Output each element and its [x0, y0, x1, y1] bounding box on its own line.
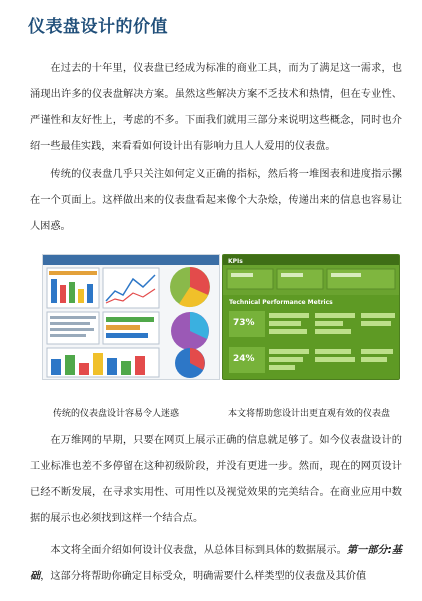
- traditional-dashboard-graphic: [43, 255, 220, 380]
- paragraph-web-history: 在万维网的早期，只要在网页上展示正确的信息就足够了。如今仪表盘设计的工业标准也差不多停留在这种初级阶段，并没有更进一步。然而，现在的网页设计已经不断发展，在寻求实用性、可用性以及视觉效果的完美结合。在商业应用中数据的展示也必须找到这样一个结合点。: [30, 435, 402, 524]
- performance-panel-title: Technical Performance Metrics: [229, 299, 333, 306]
- paragraph-overview: [30, 538, 402, 590]
- part-one-emphasis: 第一部分:基础: [30, 545, 402, 582]
- improved-dashboard-graphic: [223, 255, 400, 380]
- paragraph-traditional: 传统的仪表盘几乎只关注如何定义正确的指标，然后将一堆图表和进度指示摞在一个页面上。这样做出来的仪表盘看起来像个大杂烩，传递出来的信息也容易让人困惑。: [30, 169, 402, 232]
- right-figure-caption: 本文将帮助您设计出更直观有效的仪表盘: [228, 409, 391, 419]
- kpi-stat-2: 24%: [233, 354, 255, 364]
- traditional-dashboard-image: [42, 254, 220, 380]
- kpi-header-label: KPIs: [228, 258, 243, 265]
- improved-dashboard-image: [222, 254, 400, 380]
- paragraph-intro: 在过去的十年里，仪表盘已经成为标准的商业工具，而为了满足这一需求，也涌现出许多的仪表盘解决方案。虽然这些解决方案不乏技术和热情，但在专业性、严谨性和友好性上，考虑的不多。下面我们就用三部分来说明这些概念，同时也介绍一些最佳实践，来看看如何设计出有影响力且人人爱用的仪表盘。: [30, 63, 402, 152]
- page-title: 仪表盘设计的价值: [28, 17, 168, 37]
- left-figure-caption: 传统的仪表盘设计容易令人迷惑: [53, 409, 180, 419]
- overview-tail-text: ，这部分将帮助你确定目标受众，明确需要什么样类型的仪表盘及其价值: [40, 571, 367, 582]
- overview-lead-text: 本文将全面介绍如何设计仪表盘，从总体目标到具体的数据展示。: [50, 545, 347, 556]
- kpi-stat-1: 73%: [233, 318, 255, 328]
